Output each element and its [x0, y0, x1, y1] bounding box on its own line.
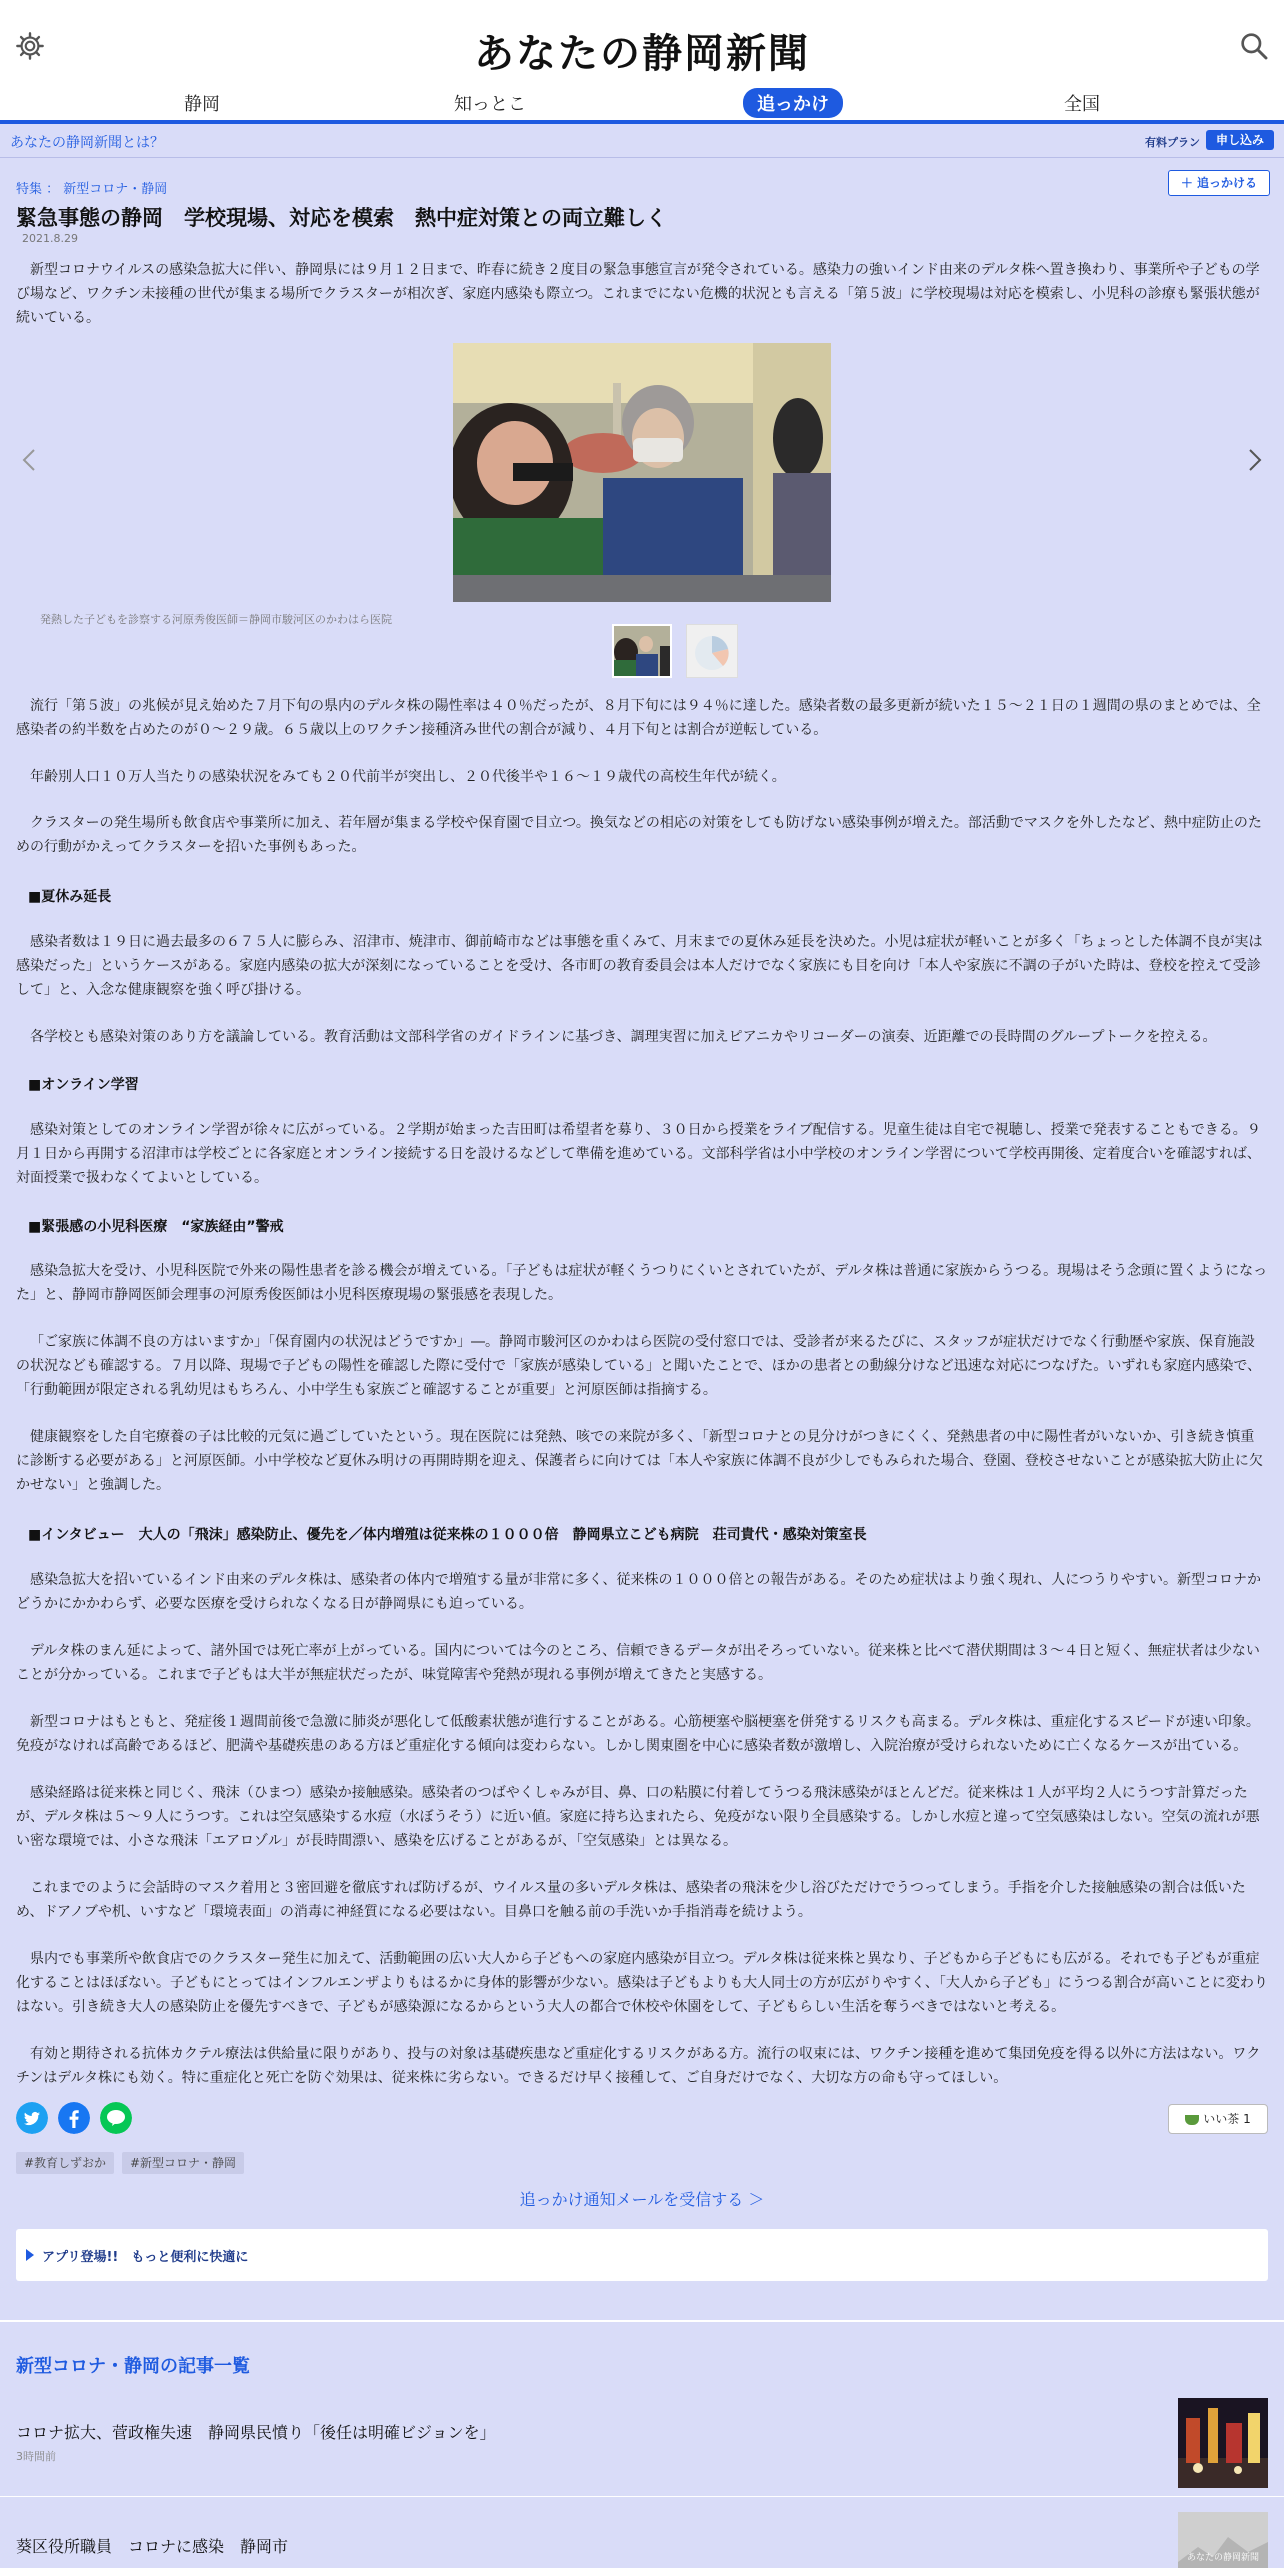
tag-chip[interactable]: #教育しずおか — [16, 2152, 114, 2174]
article-photo[interactable] — [453, 343, 831, 602]
article-paragraph: 感染対策としてのオンライン学習が徐々に広がっている。２学期が始まった吉田町は希望者を募り、３０日から授業をライブ配信する。児童生徒は自宅で視聴し、授業で発表することもできる。９月１日から再開する沼津市は学校ごとに各家庭とオンライン接続する日を設けるなどして準備を進めている。文部科学省は小中学校のオンライン学習について学校再開後、定着度合いを確認すれば、対面授業で扱わなくてよいとしている。 — [16, 1122, 1261, 1186]
tab-okkake[interactable]: 追っかけ — [743, 88, 843, 118]
section-heading: ■夏休み延長 — [28, 889, 112, 905]
article-date: 2021.8.29 — [22, 232, 78, 245]
tab-zenkoku[interactable]: 全国 — [1064, 94, 1100, 115]
article-paragraph: 新型コロナはもともと、発症後１週間前後で急激に肺炎が悪化して低酸素状態が進行することがある。心筋梗塞や脳梗塞を併発するリスクも高まる。デルタ株は、重症化するスピードが速い印象。免疫がなければ高齢であるほど、肥満や基礎疾患のある方ほど重症化する傾向は変わらない。しかし関東圏を中心に感染者数が激増し、入院治療が受けられないために亡くなるケースが出ている。 — [16, 1714, 1260, 1754]
play-triangle-icon — [26, 2249, 34, 2261]
line-share-icon[interactable] — [100, 2102, 132, 2134]
photo-thumbnail-1[interactable] — [612, 624, 672, 678]
section-heading: ■オンライン学習 — [28, 1077, 139, 1093]
search-icon[interactable] — [1238, 30, 1270, 62]
tab-shittoko[interactable]: 知っとこ — [454, 94, 526, 115]
sub-bar — [0, 124, 1284, 156]
article-paragraph: 感染急拡大を招いているインド由来のデルタ株は、感染者の体内で増殖する量が非常に多く、従来株の１０００倍との報告がある。そのため症状はより強く現れ、人につうりやすい。新型コロナかどうかにかかわらず、必要な医療を受けられなくなる日が静岡県にも迫っている。 — [16, 1572, 1262, 1612]
related-item-title[interactable]: 葵区役所職員 コロナに感染 静岡市 — [16, 2537, 289, 2556]
breadcrumb[interactable]: 特集 ： 新型コロナ・静岡 — [16, 182, 168, 197]
related-thumbnail-text: あなたの静岡新聞 — [1186, 2553, 1259, 2563]
divider — [0, 2320, 1284, 2322]
good-tea-button[interactable] — [1168, 2104, 1268, 2134]
related-item-time: 3時間前 — [16, 2450, 56, 2463]
app-banner[interactable] — [16, 2229, 1268, 2281]
main-nav — [0, 84, 1284, 120]
facebook-share-icon[interactable] — [58, 2102, 90, 2134]
photo-thumbnail-2[interactable] — [686, 624, 738, 678]
divider — [0, 2496, 1284, 2497]
notify-email-link[interactable]: 追っかけ通知メールを受信する ＞ — [519, 2190, 765, 2209]
section-heading: ■緊張感の小児科医療 “家族経由”警戒 — [28, 1219, 284, 1235]
subscribe-button[interactable]: 申し込み — [1206, 130, 1274, 150]
article-paragraph: 感染経路は従来株と同じく、飛沫（ひまつ）感染か接触感染。感染者のつばやくしゃみが目、鼻、口の粘膜に付着してうつる飛沫感染がほとんどだ。従来株は１人が平均２人にうつす計算だったが、デルタ株は５～９人にうつす。これは空気感染する水痘（水ぼうそう）に近い値。家庭に持ち込まれたら、免疫がない限り全員感染する。しかし水痘と違って空気感染はしない。空気の流れが悪い密な環境では、小さな飛沫「エアロゾル」が長時間漂い、感染を広げることがあるが、「空気感染」とは異なる。 — [16, 1785, 1260, 1849]
tea-icon — [1185, 2115, 1199, 2125]
article-paragraph: デルタ株のまん延によって、諸外国では死亡率が上がっている。国内については今のところ、信頼できるデータが出そろっていない。従来株と比べて潜伏期間は３～４日と短く、無症状者は少ないことが分かっている。これまで子どもは大半が無症状だったが、味覚障害や発熱が現れる事例が増えてきたと実感する。 — [16, 1643, 1260, 1683]
article-paragraph: 各学校とも感染対策のあり方を議論している。教育活動は文部科学省のガイドラインに基づき、調理実習に加えピアニカやリコーダーの演奏、近距離での長時間のグループトークを控える。 — [30, 1029, 1217, 1045]
article-paragraph: 年齢別人口１０万人当たりの感染状況をみても２０代前半が突出し、２０代後半や１６～１９歳代の高校生年代が続く。 — [30, 769, 786, 785]
article-paragraph: 「ご家族に体調不良の方はいますか」「保育園内の状況はどうですか」―。静岡市駿河区のかわはら医院の受付窓口では、受診者が来るたびに、スタッフが症状だけでなく行動歴や家族、保育施設の状況なども確認する。７月以降、現場で子どもの陽性を確認した際に受付で「家族が感染している」と聞いたことで、ほかの患者との動線分けなど迅速な対応につなげた。いずれも家庭内感染で、「行動範囲が限定される乳幼児はもちろん、小中学生も家族ごと確認することが重要」と河原医師は指摘する。 — [16, 1334, 1262, 1398]
paid-plan-label: 有料プラン — [1145, 136, 1200, 149]
related-item-title[interactable]: コロナ拡大、菅政権失速 静岡県民憤り「後任は明確ビジョンを」 — [16, 2423, 496, 2442]
article-paragraph: 県内でも事業所や飲食店でのクラスター発生に加えて、活動範囲の広い大人から子どもへの家庭内感染が目立つ。デルタ株は従来株と異なり、子どもから子どもにも広がる。それでも子どもが重症化することはほぼない。子どもにとってはインフルエンザよりもはるかに身体的影響が少ない。感染は子どもよりも大人同士の方が広がりやすく、「大人から子ども」にうつる割合が高いことに変わりはない。引き続き大人の感染防止を優先すべきで、子どもが感染源になるからという大人の都合で休校や休園をして、子どもらしい生活を奪うべきではないと考える。 — [16, 1951, 1268, 2015]
site-header — [0, 0, 1284, 124]
article-paragraph: 流行「第５波」の兆候が見え始めた７月下旬の県内のデルタ株の陽性率は４０％だったが、８月下旬には９４％に達した。感染者数の最多更新が続いた１５～２１日の１週間の県のまとめでは、全感染者の約半数を占めたのが０～２９歳。６５歳以上のワクチン接種済み世代の割合が減り、４月下旬とは割合が逆転している。 — [16, 698, 1261, 738]
tab-shizuoka[interactable]: 静岡 — [184, 94, 220, 115]
section-heading: ■インタビュー 大人の「飛沫」感染防止、優先を／体内増殖は従来株の１０００倍 静岡県立こども病院 荘司貴代・感染対策室長 — [28, 1527, 867, 1543]
article-paragraph: 有効と期待される抗体カクテル療法は供給量に限りがあり、投与の対象は基礎疾患など重症化するリスクがある方。流行の収束には、ワクチン接種を進めて集団免疫を得る以外に方法はない。ワクチンはデルタ株にも効く。特に重症化と死亡を防ぐ効果は、従来株に劣らない。できるだけ早く接種して、ご自身だけでなく、大切な方の命も守ってほしい。 — [16, 2046, 1261, 2086]
good-tea-label: いい茶 1 — [1203, 2112, 1251, 2126]
article-paragraph: これまでのように会話時のマスク着用と３密回避を徹底すれば防げるが、ウイルス量の多いデルタ株は、感染者の飛沫を少し浴びただけでうつってしまう。手指を介した接触感染の割合は低いため、ドアノブや机、いすなど「環境表面」の消毒に神経質になる必要はない。目鼻口を触る前の手洗いか手指消毒を続けよう。 — [16, 1880, 1246, 1920]
article-paragraph: 感染者数は１９日に過去最多の６７５人に膨らみ、沼津市、焼津市、御前崎市などは事態を重くみて、月末までの夏休み延長を決めた。小児は症状が軽いことが多く「ちょっとした体調不良が実は感染だった」というケースがある。家庭内感染の拡大が深刻になっていることを受け、各市町の教育委員会は本人だけでなく家族にも目を向け「本人や家族に不調の子がいた時は、登校を控えて受診して」と、入念な健康観察を強く呼び掛ける。 — [16, 934, 1263, 998]
divider — [0, 157, 1284, 158]
about-link[interactable]: あなたの静岡新聞とは？ — [10, 135, 164, 151]
article-paragraph: クラスターの発生場所も飲食店や事業所に加え、若年層が集まる学校や保育園で目立つ。換気などの相応の対策をしても防げない感染事例が増えた。部活動でマスクを外したなど、熱中症防止のための行動がかえってクラスターを招いた事例もあった。 — [16, 815, 1262, 855]
article-headline: 緊急事態の静岡 学校現場、対応を模索 熱中症対策との両立難しく — [16, 206, 667, 230]
related-item-thumbnail[interactable] — [1178, 2398, 1268, 2488]
article-lead: 新型コロナウイルスの感染急拡大に伴い、静岡県には９月１２日まで、昨春に続き２度目の緊急事態宣言が発令されている。感染力の強いインド由来のデルタ株へ置き換わり、事業所や子どもの学び場など、ワクチン未接種の世代が集まる場所でクラスターが相次ぎ、家庭内感染も際立つ。これまでにない危機的状況とも言える「第５波」に学校現場は対応を模索し、小児科の診療も緊張状態が続いている。 — [16, 262, 1260, 326]
tag-chip[interactable]: #新型コロナ・静岡 — [122, 2152, 244, 2174]
article-paragraph: 感染急拡大を受け、小児科医院で外来の陽性患者を診る機会が増えている。「子どもは症状が軽くうつりにくいとされていたが、デルタ株は普通に家族からうつる。現場はそう念頭に置くようになった」と、静岡市静岡医師会理事の河原秀俊医師は小児科医療現場の緊張感を表現した。 — [16, 1263, 1268, 1303]
twitter-share-icon[interactable] — [16, 2102, 48, 2134]
app-banner-text: アプリ登場!! もっと便利に快適に — [42, 2250, 249, 2265]
follow-button[interactable]: ＋ 追っかける — [1168, 170, 1270, 196]
chevron-left-icon[interactable] — [20, 448, 40, 472]
article-paragraph: 健康観察をした自宅療養の子は比較的元気に過ごしていたという。現在医院には発熱、咳での来院が多く、「新型コロナとの見分けがつきにくく、発熱患者の中に陽性者がいないか、引き続き慎重に診断する必要がある」と河原医師。小中学校など夏休み明けの再開時期を迎え、保護者らに向けては「本人や家族に体調不良が少しでもみられた場合、登園、登校させないことが感染拡大防止に欠かせない」と強調した。 — [16, 1429, 1263, 1493]
related-list-title[interactable]: 新型コロナ・静岡の記事一覧 — [16, 2356, 250, 2377]
site-title[interactable]: あなたの静岡新聞 — [474, 30, 810, 77]
photo-caption: 発熱した子どもを診察する河原秀俊医師＝静岡市駿河区のかわはら医院 — [40, 613, 392, 626]
related-item-thumbnail[interactable] — [1178, 2512, 1268, 2568]
chevron-right-icon[interactable] — [1244, 448, 1264, 472]
